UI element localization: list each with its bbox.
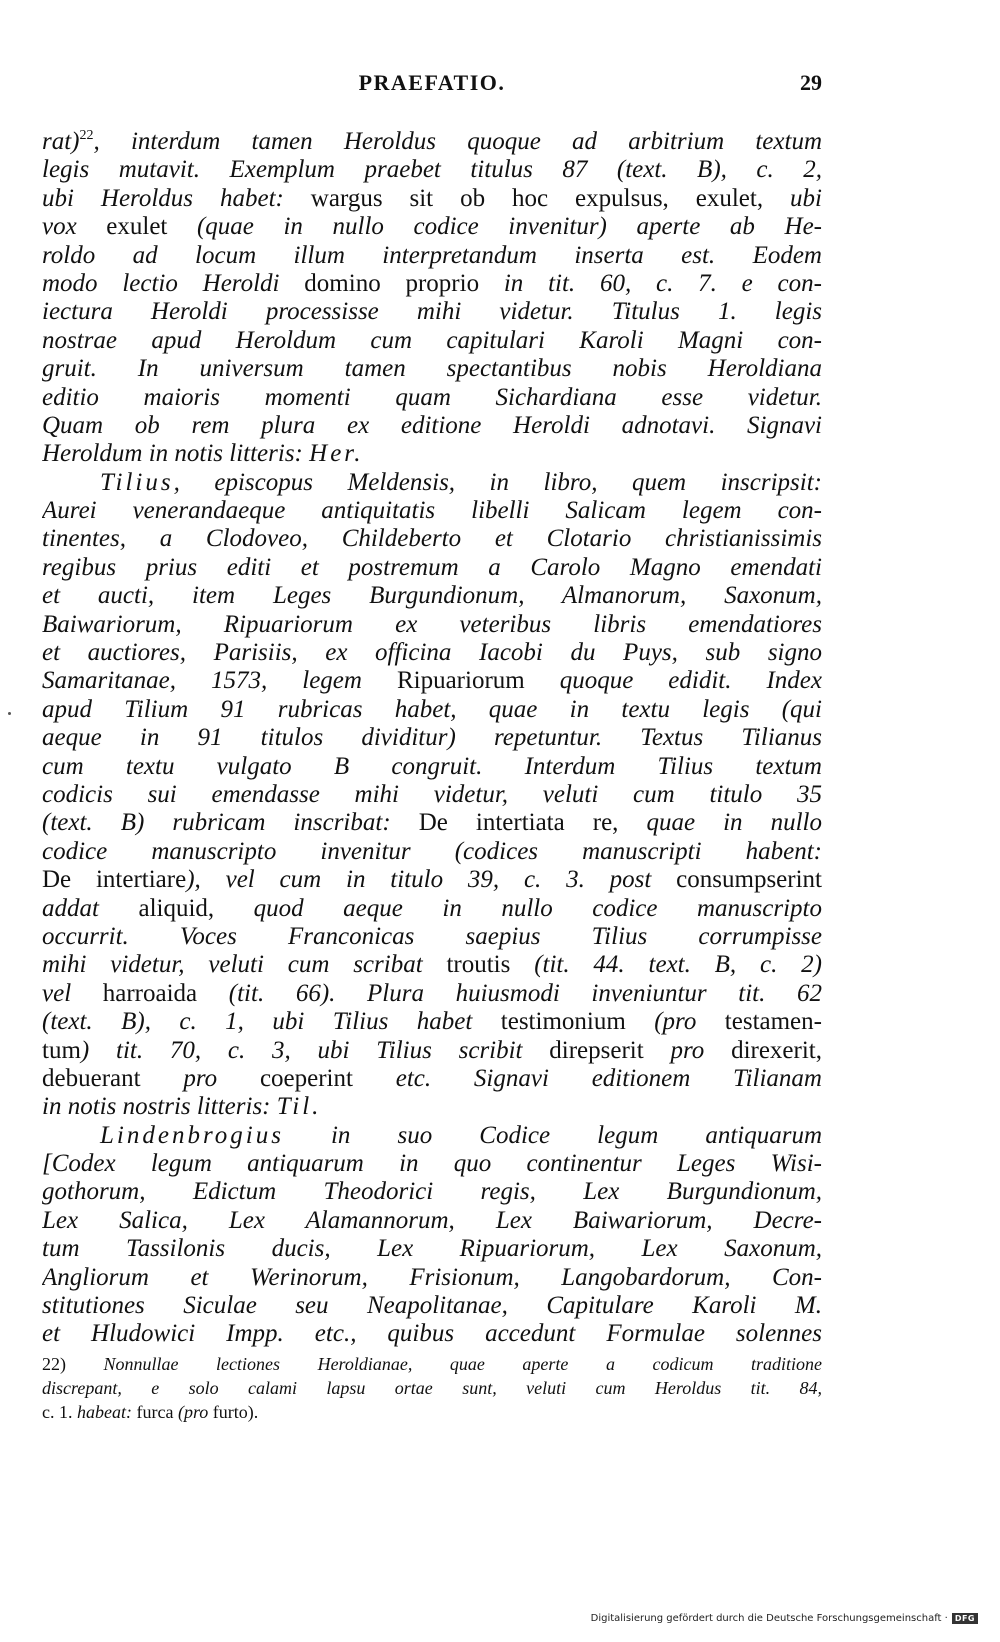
text-line: codicis sui emendasse mihi videtur, veluti cum titulo 35: [42, 780, 822, 808]
text-line: (text. B) rubricam inscribat: De intertiata re, quae in nullo: [42, 809, 822, 837]
text-line: modo lectio Heroldi domino proprio in tit. 60, c. 7. e con-: [42, 269, 822, 297]
text-line: Quam ob rem plura ex editione Heroldi adnotavi. Signavi: [42, 411, 822, 439]
text-line: gruit. In universum tamen spectantibus nobis Heroldiana: [42, 355, 822, 383]
text-line: tinentes, a Clodoveo, Childeberto et Clotario christianissimis: [42, 525, 822, 553]
text-line: occurrit. Voces Franconicas saepius Tilius corrumpisse: [42, 922, 822, 950]
text-line: in notis nostris litteris: Til.: [42, 1093, 322, 1121]
text-line: tum) tit. 70, c. 3, ubi Tilius scribit direpserit pro direxerit,: [42, 1036, 822, 1064]
text-line: gothorum, Edictum Theodorici regis, Lex Burgundionum,: [42, 1178, 822, 1206]
dfg-logo: DFG: [952, 1613, 978, 1624]
text-line: ubi Heroldus habet: wargus sit ob hoc expulsus, exulet, ubi: [42, 184, 822, 212]
text-line: mihi videtur, veluti cum scribat troutis (tit. 44. text. B, c. 2): [42, 951, 822, 979]
main-text: [42, 128, 822, 1349]
text-line: (text. B), c. 1, ubi Tilius habet testimonium (pro testamen-: [42, 1008, 822, 1036]
text-line: tum Tassilonis ducis, Lex Ripuariorum, Lex Saxonum,: [42, 1235, 822, 1263]
text-line: addat aliquid, quod aeque in nullo codice manuscripto: [42, 894, 822, 922]
running-title: PRAEFATIO.: [358, 70, 506, 95]
page-header: [42, 70, 822, 110]
text-line: codice manuscripto invenitur (codices manuscripti habent:: [42, 837, 822, 865]
footnote: [42, 1352, 822, 1424]
text-line: iectura Heroldi processisse mihi videtur. Titulus 1. legis: [42, 298, 822, 326]
text-line: [Codex legum antiquarum in quo continentur Leges Wisi-: [42, 1150, 822, 1178]
text-line: Angliorum et Werinorum, Frisionum, Langobardorum, Con-: [42, 1263, 822, 1291]
text-line: apud Tilium 91 rubricas habet, quae in textu legis (qui: [42, 695, 822, 723]
footnote-line: 22) Nonnullae lectiones Heroldianae, quae aperte a codicum traditione: [42, 1354, 822, 1374]
text-line: De intertiare), vel cum in titulo 39, c. 3. post consumpserint: [42, 866, 822, 894]
text-line: vox exulet (quae in nullo codice invenitur) aperte ab He-: [42, 213, 822, 241]
text-line: legis mutavit. Exemplum praebet titulus 87 (text. B), c. 2,: [42, 156, 822, 184]
text-line: cum textu vulgato B congruit. Interdum Tilius textum: [42, 752, 822, 780]
text-line: Tilius, episcopus Meldensis, in libro, quem inscripsit:: [100, 468, 822, 496]
text-line: aeque in 91 titulos dividitur) repetuntur. Textus Tilianus: [42, 724, 822, 752]
digitization-credit: [591, 1613, 978, 1624]
text-line: regibus prius editi et postremum a Carolo Magno emendati: [42, 553, 822, 581]
text-line: stitutiones Siculae seu Neapolitanae, Capitulare Karoli M.: [42, 1292, 822, 1320]
text-line: Lindenbrogius in suo Codice legum antiquarum: [100, 1121, 822, 1149]
text-line: et Hludowici Impp. etc., quibus accedunt Formulae solennes: [42, 1320, 822, 1348]
text-line: vel harroaida (tit. 66). Plura huiusmodi inveniuntur tit. 62: [42, 979, 822, 1007]
footnote-line: discrepant, e solo calami lapsu ortae sunt, veluti cum Heroldus tit. 84,: [42, 1378, 822, 1398]
text-line: roldo ad locum illum interpretandum inserta est. Eodem: [42, 241, 822, 269]
text-line: rat)$^{22}$, interdum tamen Heroldus quoque ad arbitrium textum: [42, 128, 822, 155]
text-line: Samaritanae, 1573, legem Ripuariorum quoque edidit. Index: [42, 667, 822, 695]
text-line: Lex Salica, Lex Alamannorum, Lex Baiwariorum, Decre-: [42, 1206, 822, 1234]
page-number: 29: [800, 70, 822, 95]
text-line: nostrae apud Heroldum cum capitulari Karoli Magni con-: [42, 326, 822, 354]
text-line: et aucti, item Leges Burgundionum, Almanorum, Saxonum,: [42, 582, 822, 610]
margin-mark: [8, 712, 11, 715]
text-line: Baiwariorum, Ripuariorum ex veteribus libris emendatiores: [42, 610, 822, 638]
text-line: Aurei venerandaeque antiquitatis libelli Salicam legem con-: [42, 497, 822, 525]
text-line: Heroldum in notis litteris: Her.: [42, 440, 364, 468]
footnote-line: c. 1. habeat: furca (pro furto).: [42, 1402, 259, 1422]
text-line: editio maioris momenti quam Sichardiana esse videtur.: [42, 383, 822, 411]
text-line: et auctiores, Parisiis, ex officina Iacobi du Puys, sub signo: [42, 639, 822, 667]
digitization-credit-text: Digitalisierung gefördert durch die Deutsche Forschungsgemeinschaft ·: [590, 1613, 948, 1624]
text-line: debuerant pro coeperint etc. Signavi editionem Tilianam: [42, 1064, 822, 1092]
